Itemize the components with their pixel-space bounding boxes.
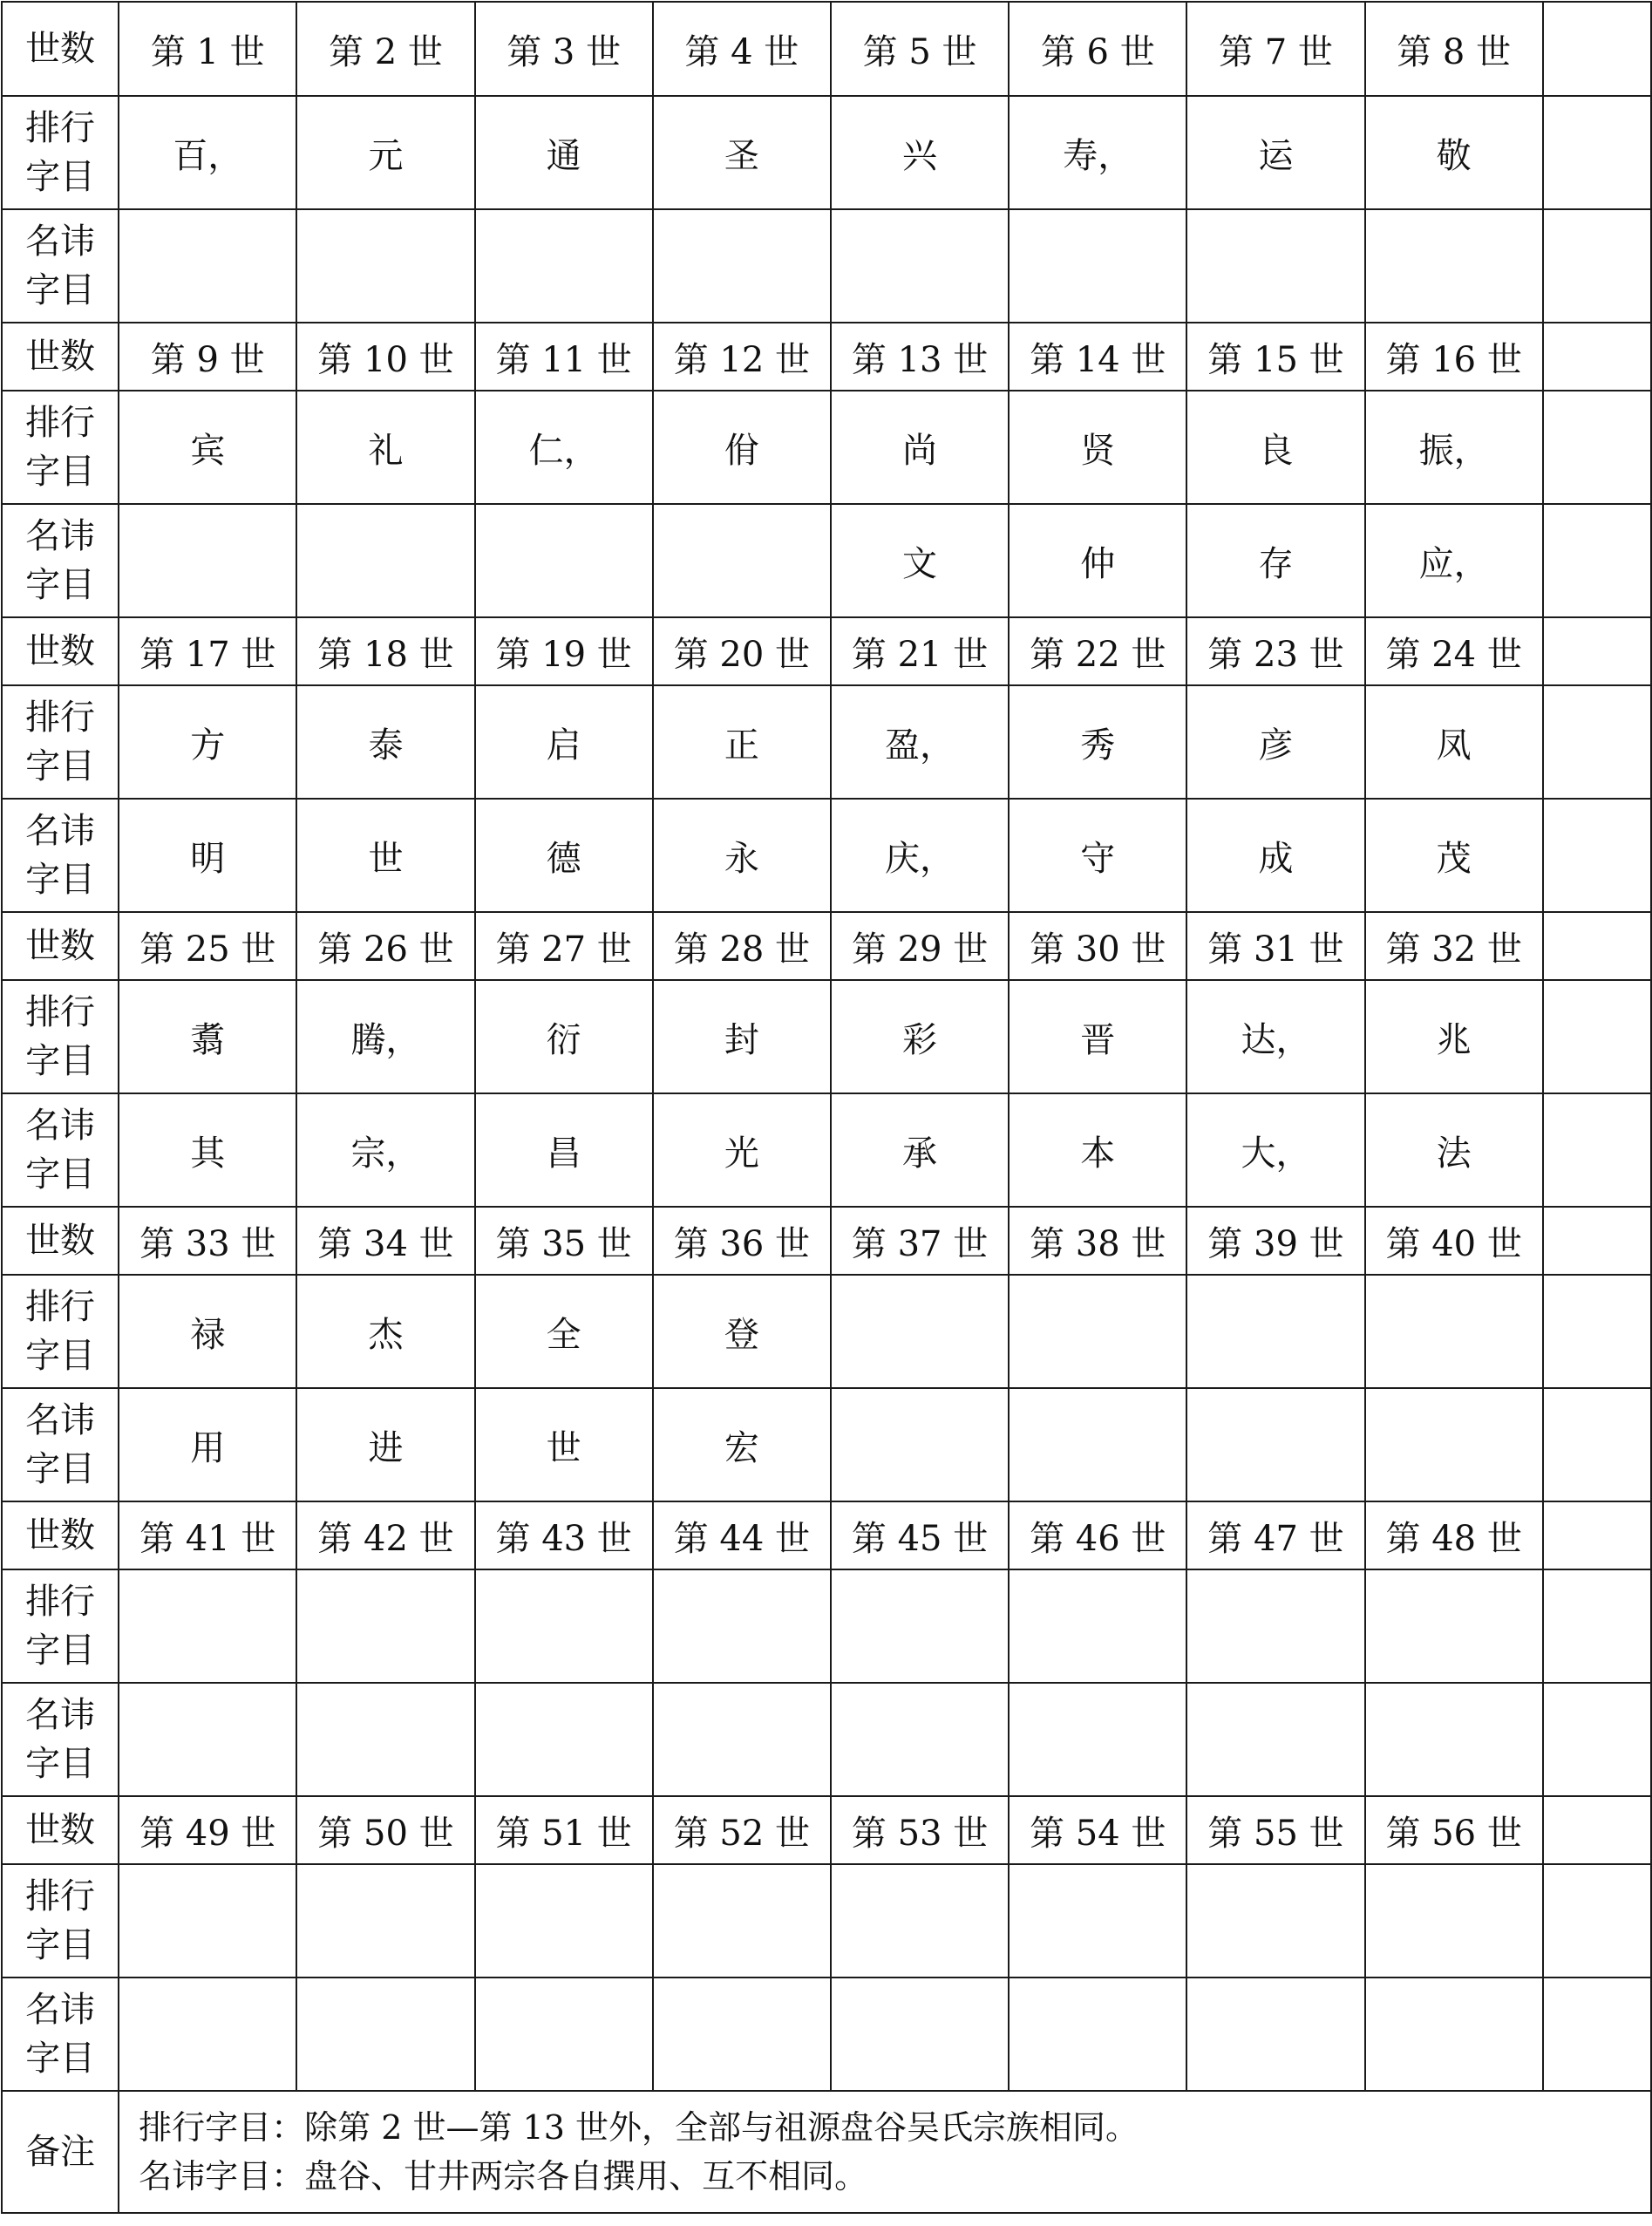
rank-label-line2: 字目 bbox=[25, 1925, 96, 1965]
rank-cell bbox=[653, 1569, 831, 1683]
rank-cell: 封 bbox=[653, 980, 831, 1093]
generation-cell: 第 33 世 bbox=[119, 1207, 296, 1275]
name-label-line2: 字目 bbox=[25, 270, 96, 310]
rank-cell: 翥 bbox=[119, 980, 296, 1093]
rank-cell bbox=[475, 1864, 653, 1978]
name-row bbox=[2, 1093, 1651, 1207]
generation-cell: 第 21 世 bbox=[831, 617, 1009, 685]
name-cell bbox=[296, 1683, 474, 1796]
generation-cell: 第 24 世 bbox=[1365, 617, 1543, 685]
generation-row bbox=[2, 1796, 1651, 1864]
rank-cell: 通 bbox=[475, 96, 653, 209]
name-cell: 庆， bbox=[831, 799, 1009, 912]
name-label bbox=[2, 799, 119, 912]
generation-label: 世数 bbox=[2, 323, 119, 391]
name-row bbox=[2, 799, 1651, 912]
name-cell bbox=[1009, 1388, 1186, 1501]
rank-cell: 兴 bbox=[831, 96, 1009, 209]
name-label bbox=[2, 1093, 119, 1207]
generation-cell: 第 45 世 bbox=[831, 1501, 1009, 1569]
generation-cell: 第 12 世 bbox=[653, 323, 831, 391]
name-cell bbox=[831, 1978, 1009, 2091]
rank-row bbox=[2, 685, 1651, 799]
name-cell: 法 bbox=[1365, 1093, 1543, 1207]
generation-name-table bbox=[1, 1, 1652, 2214]
generation-cell: 第 31 世 bbox=[1186, 912, 1364, 980]
rank-label-line1: 排行 bbox=[25, 1287, 96, 1327]
rank-label-line2: 字目 bbox=[25, 746, 96, 786]
name-cell: 成 bbox=[1186, 799, 1364, 912]
generation-label: 世数 bbox=[2, 2, 119, 96]
name-cell bbox=[831, 1683, 1009, 1796]
generation-label: 世数 bbox=[2, 912, 119, 980]
name-cell bbox=[475, 504, 653, 617]
rank-cell: 晋 bbox=[1009, 980, 1186, 1093]
rank-label-line2: 字目 bbox=[25, 1630, 96, 1671]
rank-cell: 禄 bbox=[119, 1275, 296, 1388]
name-cell bbox=[1186, 1683, 1364, 1796]
generation-cell: 第 2 世 bbox=[296, 2, 474, 96]
generation-cell: 第 41 世 bbox=[119, 1501, 296, 1569]
blank-cell bbox=[1543, 1207, 1651, 1275]
rank-row bbox=[2, 391, 1651, 504]
name-cell: 应， bbox=[1365, 504, 1543, 617]
rank-row bbox=[2, 96, 1651, 209]
name-cell: 茂 bbox=[1365, 799, 1543, 912]
generation-row bbox=[2, 912, 1651, 980]
name-label-line1: 名讳 bbox=[25, 811, 96, 851]
note-line: 名讳字目：盘谷、甘井两宗各自撰用、互不相同。 bbox=[139, 2157, 868, 2195]
rank-cell: 泰 bbox=[296, 685, 474, 799]
generation-cell: 第 37 世 bbox=[831, 1207, 1009, 1275]
rank-cell bbox=[475, 1569, 653, 1683]
generation-row bbox=[2, 617, 1651, 685]
name-row bbox=[2, 1978, 1651, 2091]
rank-cell: 贤 bbox=[1009, 391, 1186, 504]
name-cell: 存 bbox=[1186, 504, 1364, 617]
rank-label-line1: 排行 bbox=[25, 1876, 96, 1916]
generation-cell: 第 8 世 bbox=[1365, 2, 1543, 96]
name-cell bbox=[475, 1683, 653, 1796]
note-content bbox=[119, 2091, 1651, 2213]
name-row bbox=[2, 1683, 1651, 1796]
blank-cell bbox=[1543, 2, 1651, 96]
name-cell: 守 bbox=[1009, 799, 1186, 912]
name-cell bbox=[653, 209, 831, 323]
blank-cell bbox=[1543, 1978, 1651, 2091]
generation-label: 世数 bbox=[2, 1796, 119, 1864]
rank-cell bbox=[831, 1275, 1009, 1388]
name-cell: 大， bbox=[1186, 1093, 1364, 1207]
generation-label: 世数 bbox=[2, 1501, 119, 1569]
name-cell: 进 bbox=[296, 1388, 474, 1501]
name-label-line2: 字目 bbox=[25, 565, 96, 605]
rank-row bbox=[2, 1864, 1651, 1978]
generation-cell: 第 7 世 bbox=[1186, 2, 1364, 96]
rank-cell: 登 bbox=[653, 1275, 831, 1388]
name-cell bbox=[831, 1388, 1009, 1501]
name-cell: 光 bbox=[653, 1093, 831, 1207]
rank-cell bbox=[653, 1864, 831, 1978]
generation-cell: 第 36 世 bbox=[653, 1207, 831, 1275]
rank-cell: 全 bbox=[475, 1275, 653, 1388]
rank-cell: 宾 bbox=[119, 391, 296, 504]
rank-cell bbox=[1009, 1569, 1186, 1683]
generation-cell: 第 16 世 bbox=[1365, 323, 1543, 391]
name-label-line1: 名讳 bbox=[25, 1106, 96, 1146]
rank-cell bbox=[296, 1864, 474, 1978]
rank-label bbox=[2, 1864, 119, 1978]
name-cell bbox=[1186, 1978, 1364, 2091]
name-cell bbox=[1186, 209, 1364, 323]
blank-cell bbox=[1543, 980, 1651, 1093]
rank-cell bbox=[1365, 1864, 1543, 1978]
name-label bbox=[2, 504, 119, 617]
rank-cell: 仁， bbox=[475, 391, 653, 504]
name-cell: 承 bbox=[831, 1093, 1009, 1207]
blank-cell bbox=[1543, 1093, 1651, 1207]
generation-cell: 第 10 世 bbox=[296, 323, 474, 391]
generation-cell: 第 22 世 bbox=[1009, 617, 1186, 685]
rank-label bbox=[2, 1275, 119, 1388]
rank-cell bbox=[119, 1569, 296, 1683]
rank-cell bbox=[296, 1569, 474, 1683]
generation-cell: 第 32 世 bbox=[1365, 912, 1543, 980]
generation-cell: 第 28 世 bbox=[653, 912, 831, 980]
name-cell bbox=[1365, 1388, 1543, 1501]
name-cell bbox=[1009, 1683, 1186, 1796]
name-label bbox=[2, 1683, 119, 1796]
generation-cell: 第 56 世 bbox=[1365, 1796, 1543, 1864]
rank-row bbox=[2, 1275, 1651, 1388]
name-row bbox=[2, 209, 1651, 323]
generation-cell: 第 29 世 bbox=[831, 912, 1009, 980]
name-cell bbox=[653, 1683, 831, 1796]
table-body bbox=[2, 2, 1651, 2213]
name-label-line1: 名讳 bbox=[25, 1400, 96, 1440]
generation-cell: 第 51 世 bbox=[475, 1796, 653, 1864]
generation-cell: 第 25 世 bbox=[119, 912, 296, 980]
name-cell bbox=[1365, 1978, 1543, 2091]
name-cell: 明 bbox=[119, 799, 296, 912]
name-cell bbox=[119, 1683, 296, 1796]
generation-cell: 第 5 世 bbox=[831, 2, 1009, 96]
generation-cell: 第 34 世 bbox=[296, 1207, 474, 1275]
rank-cell: 兆 bbox=[1365, 980, 1543, 1093]
name-cell bbox=[1186, 1388, 1364, 1501]
rank-cell bbox=[1365, 1275, 1543, 1388]
rank-cell: 正 bbox=[653, 685, 831, 799]
rank-label-line1: 排行 bbox=[25, 1582, 96, 1622]
name-cell bbox=[119, 209, 296, 323]
blank-cell bbox=[1543, 1796, 1651, 1864]
name-label-line1: 名讳 bbox=[25, 1990, 96, 2030]
generation-row bbox=[2, 1207, 1651, 1275]
rank-label bbox=[2, 685, 119, 799]
name-row bbox=[2, 1388, 1651, 1501]
name-label-line1: 名讳 bbox=[25, 1695, 96, 1735]
name-cell bbox=[653, 504, 831, 617]
generation-cell: 第 47 世 bbox=[1186, 1501, 1364, 1569]
generation-row bbox=[2, 1501, 1651, 1569]
name-cell bbox=[1365, 1683, 1543, 1796]
generation-label: 世数 bbox=[2, 1207, 119, 1275]
generation-cell: 第 19 世 bbox=[475, 617, 653, 685]
name-cell bbox=[296, 1978, 474, 2091]
name-cell bbox=[831, 209, 1009, 323]
rank-cell bbox=[1365, 1569, 1543, 1683]
generation-cell: 第 40 世 bbox=[1365, 1207, 1543, 1275]
rank-label-line1: 排行 bbox=[25, 403, 96, 443]
name-cell: 昌 bbox=[475, 1093, 653, 1207]
generation-cell: 第 20 世 bbox=[653, 617, 831, 685]
rank-cell: 彦 bbox=[1186, 685, 1364, 799]
rank-cell: 彩 bbox=[831, 980, 1009, 1093]
blank-cell bbox=[1543, 323, 1651, 391]
name-cell: 德 bbox=[475, 799, 653, 912]
rank-cell bbox=[1186, 1864, 1364, 1978]
note-label: 备注 bbox=[2, 2091, 119, 2213]
rank-cell bbox=[1186, 1275, 1364, 1388]
blank-cell bbox=[1543, 912, 1651, 980]
rank-label-line2: 字目 bbox=[25, 157, 96, 197]
name-label-line2: 字目 bbox=[25, 1154, 96, 1195]
name-cell: 宏 bbox=[653, 1388, 831, 1501]
name-label-line1: 名讳 bbox=[25, 221, 96, 262]
generation-row bbox=[2, 323, 1651, 391]
name-cell bbox=[1009, 1978, 1186, 2091]
generation-cell: 第 23 世 bbox=[1186, 617, 1364, 685]
blank-cell bbox=[1543, 1275, 1651, 1388]
blank-cell bbox=[1543, 617, 1651, 685]
rank-cell bbox=[1186, 1569, 1364, 1683]
generation-cell: 第 30 世 bbox=[1009, 912, 1186, 980]
blank-cell bbox=[1543, 685, 1651, 799]
name-cell bbox=[119, 1978, 296, 2091]
rank-cell: 衍 bbox=[475, 980, 653, 1093]
rank-cell: 盈， bbox=[831, 685, 1009, 799]
generation-cell: 第 17 世 bbox=[119, 617, 296, 685]
generation-cell: 第 43 世 bbox=[475, 1501, 653, 1569]
rank-cell: 礼 bbox=[296, 391, 474, 504]
generation-cell: 第 27 世 bbox=[475, 912, 653, 980]
rank-label bbox=[2, 391, 119, 504]
generation-cell: 第 38 世 bbox=[1009, 1207, 1186, 1275]
blank-cell bbox=[1543, 1569, 1651, 1683]
name-label bbox=[2, 1388, 119, 1501]
generation-cell: 第 9 世 bbox=[119, 323, 296, 391]
name-cell: 用 bbox=[119, 1388, 296, 1501]
blank-cell bbox=[1543, 504, 1651, 617]
rank-cell: 凤 bbox=[1365, 685, 1543, 799]
rank-label-line1: 排行 bbox=[25, 992, 96, 1032]
generation-cell: 第 44 世 bbox=[653, 1501, 831, 1569]
generation-cell: 第 49 世 bbox=[119, 1796, 296, 1864]
name-cell: 文 bbox=[831, 504, 1009, 617]
name-row bbox=[2, 504, 1651, 617]
note-line: 排行字目：除第 2 世—第 13 世外，全部与祖源盘谷吴氏宗族相同。 bbox=[139, 2108, 1139, 2147]
name-cell: 宗， bbox=[296, 1093, 474, 1207]
name-label bbox=[2, 209, 119, 323]
name-cell: 永 bbox=[653, 799, 831, 912]
generation-cell: 第 52 世 bbox=[653, 1796, 831, 1864]
generation-cell: 第 11 世 bbox=[475, 323, 653, 391]
rank-label bbox=[2, 980, 119, 1093]
rank-cell: 寿， bbox=[1009, 96, 1186, 209]
blank-cell bbox=[1543, 391, 1651, 504]
rank-cell: 腾， bbox=[296, 980, 474, 1093]
rank-cell: 启 bbox=[475, 685, 653, 799]
rank-cell: 秀 bbox=[1009, 685, 1186, 799]
rank-cell bbox=[1009, 1864, 1186, 1978]
name-cell bbox=[296, 209, 474, 323]
rank-cell: 佾 bbox=[653, 391, 831, 504]
rank-label-line1: 排行 bbox=[25, 698, 96, 738]
generation-cell: 第 15 世 bbox=[1186, 323, 1364, 391]
rank-cell: 敬 bbox=[1365, 96, 1543, 209]
rank-cell: 运 bbox=[1186, 96, 1364, 209]
blank-cell bbox=[1543, 1388, 1651, 1501]
rank-cell bbox=[1009, 1275, 1186, 1388]
name-label-line2: 字目 bbox=[25, 860, 96, 900]
generation-row bbox=[2, 2, 1651, 96]
rank-cell bbox=[119, 1864, 296, 1978]
rank-label-line2: 字目 bbox=[25, 1041, 96, 1081]
name-label-line1: 名讳 bbox=[25, 516, 96, 556]
blank-cell bbox=[1543, 1501, 1651, 1569]
rank-cell: 良 bbox=[1186, 391, 1364, 504]
generation-cell: 第 50 世 bbox=[296, 1796, 474, 1864]
rank-cell bbox=[831, 1569, 1009, 1683]
name-cell bbox=[653, 1978, 831, 2091]
rank-cell: 杰 bbox=[296, 1275, 474, 1388]
name-cell bbox=[475, 1978, 653, 2091]
generation-label: 世数 bbox=[2, 617, 119, 685]
generation-cell: 第 46 世 bbox=[1009, 1501, 1186, 1569]
generation-cell: 第 18 世 bbox=[296, 617, 474, 685]
generation-cell: 第 14 世 bbox=[1009, 323, 1186, 391]
rank-label-line2: 字目 bbox=[25, 452, 96, 492]
generation-cell: 第 26 世 bbox=[296, 912, 474, 980]
name-label-line2: 字目 bbox=[25, 1449, 96, 1489]
generation-cell: 第 4 世 bbox=[653, 2, 831, 96]
blank-cell bbox=[1543, 1864, 1651, 1978]
generation-cell: 第 39 世 bbox=[1186, 1207, 1364, 1275]
generation-cell: 第 54 世 bbox=[1009, 1796, 1186, 1864]
blank-cell bbox=[1543, 799, 1651, 912]
generation-cell: 第 1 世 bbox=[119, 2, 296, 96]
rank-cell: 圣 bbox=[653, 96, 831, 209]
name-cell bbox=[1009, 209, 1186, 323]
rank-cell: 达， bbox=[1186, 980, 1364, 1093]
rank-row bbox=[2, 980, 1651, 1093]
note-row bbox=[2, 2091, 1651, 2213]
rank-label-line1: 排行 bbox=[25, 108, 96, 148]
name-cell bbox=[296, 504, 474, 617]
rank-label bbox=[2, 1569, 119, 1683]
name-cell: 世 bbox=[296, 799, 474, 912]
generation-cell: 第 6 世 bbox=[1009, 2, 1186, 96]
rank-cell: 尚 bbox=[831, 391, 1009, 504]
generation-cell: 第 35 世 bbox=[475, 1207, 653, 1275]
generation-cell: 第 53 世 bbox=[831, 1796, 1009, 1864]
name-label-line2: 字目 bbox=[25, 2039, 96, 2079]
generation-cell: 第 13 世 bbox=[831, 323, 1009, 391]
blank-cell bbox=[1543, 209, 1651, 323]
name-cell: 世 bbox=[475, 1388, 653, 1501]
blank-cell bbox=[1543, 96, 1651, 209]
name-label-line2: 字目 bbox=[25, 1744, 96, 1784]
name-label bbox=[2, 1978, 119, 2091]
generation-cell: 第 55 世 bbox=[1186, 1796, 1364, 1864]
rank-cell bbox=[831, 1864, 1009, 1978]
rank-label-line2: 字目 bbox=[25, 1336, 96, 1376]
rank-cell: 方 bbox=[119, 685, 296, 799]
name-cell: 仲 bbox=[1009, 504, 1186, 617]
rank-label bbox=[2, 96, 119, 209]
name-cell bbox=[119, 504, 296, 617]
rank-cell: 百， bbox=[119, 96, 296, 209]
name-cell bbox=[1365, 209, 1543, 323]
rank-row bbox=[2, 1569, 1651, 1683]
rank-cell: 元 bbox=[296, 96, 474, 209]
blank-cell bbox=[1543, 1683, 1651, 1796]
rank-cell: 振， bbox=[1365, 391, 1543, 504]
name-cell: 本 bbox=[1009, 1093, 1186, 1207]
generation-cell: 第 48 世 bbox=[1365, 1501, 1543, 1569]
name-cell: 其 bbox=[119, 1093, 296, 1207]
generation-cell: 第 42 世 bbox=[296, 1501, 474, 1569]
generation-cell: 第 3 世 bbox=[475, 2, 653, 96]
name-cell bbox=[475, 209, 653, 323]
